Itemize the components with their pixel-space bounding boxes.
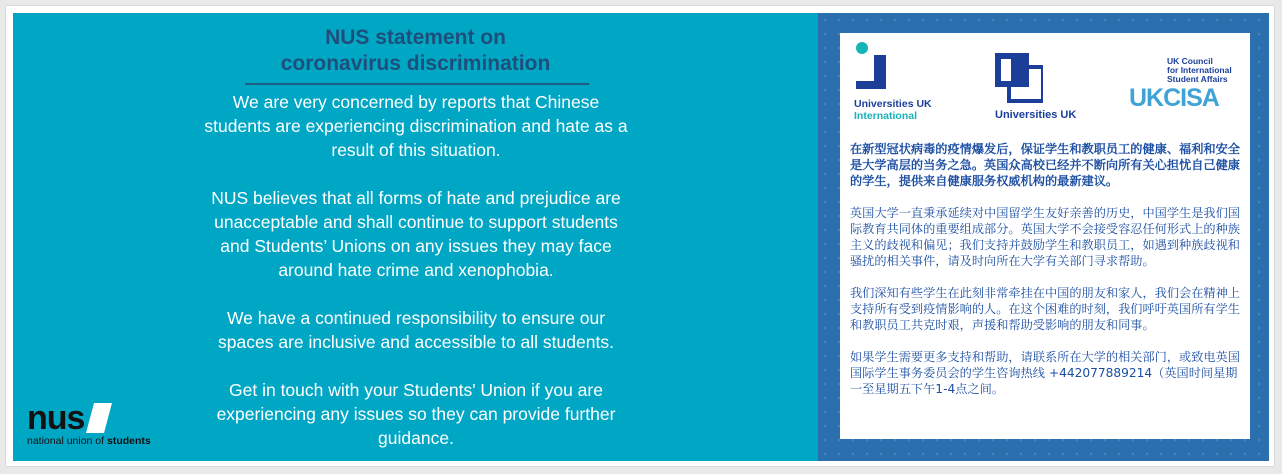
- ukcisa-small-line: Student Affairs: [1167, 74, 1228, 84]
- nus-wordmark: nus: [27, 399, 85, 437]
- title-line-1: NUS statement on: [325, 26, 506, 49]
- statement-paragraph: NUS believes that all forms of hate and prejudice are unacceptable and shall continue to support students and Students’ Unions on any issues they may face around hate crime and xenophobia.: [211, 188, 621, 280]
- uuk-name: Universities UK: [995, 109, 1077, 121]
- statement-paragraph: We are very concerned by reports that Chinese students are experiencing discrimination and hate as a result of this situation.: [204, 92, 628, 160]
- nus-logo: [27, 399, 151, 447]
- zh-paragraph: 如果学生需要更多支持和帮助，请联系所在大学的相关部门，或致电英国国际学生事务委员会的学生咨询热线 +442077889214（英国时间星期一至星期五下午1-4点之间。: [850, 350, 1240, 396]
- statement-body: [198, 90, 634, 474]
- statement-paragraph: We have a continued responsibility to ensure our spaces are inclusive and accessible to all students.: [218, 308, 614, 352]
- nus-statement-panel: [13, 13, 818, 461]
- zh-paragraph: 在新型冠状病毒的疫情爆发后，保证学生和教职员工的健康、福利和安全是大学高层的当务之急。英国众高校已经并不断向所有关心担忧自己健康的学生，提供来自健康服务权威机构的最新建议。: [850, 142, 1240, 188]
- statement-paragraph: Get in touch with your Students' Union if you are experiencing any issues so they can provide further guidance.: [216, 380, 616, 448]
- partner-logos: [840, 33, 1250, 133]
- ukcisa-small-line: for International: [1167, 65, 1232, 75]
- uuki-mark-icon: [854, 41, 894, 93]
- ukcisa-wordmark: UKCISA: [1129, 84, 1219, 112]
- uuki-name: Universities UK: [854, 98, 932, 110]
- uuki-subtitle: International: [854, 110, 918, 122]
- zh-paragraph: 英国大学一直秉承延续对中国留学生友好亲善的历史，中国学生是我们国际教育共同体的重要组成部分。英国大学不会接受容忍任何形式上的种族主义的歧视和偏见；我们支持并鼓励学生和教职员工，如遇到种族歧视和骚扰的相关事件，请及时向所在大学有关部门寻求帮助。: [850, 206, 1240, 268]
- title-line-2: coronavirus discrimination: [280, 52, 551, 75]
- ukcisa-logo: [1129, 57, 1239, 112]
- uuk-mark-icon: [995, 53, 1043, 103]
- statement-title: [243, 25, 588, 77]
- zh-paragraph: 我们深知有些学生在此刻非常牵挂在中国的朋友和家人，我们会在精神上支持所有受到疫情影响的人。在这个困难的时刻，我们呼吁英国所有学生和教职员工共克时艰，声援和帮助受影响的朋友和同事。: [850, 286, 1240, 332]
- chinese-statement-body: [850, 141, 1246, 413]
- chinese-statement-panel: [818, 13, 1269, 461]
- universities-uk-logo: [995, 53, 1095, 121]
- nus-slash-icon: [86, 403, 112, 433]
- universities-uk-international-logo: [854, 41, 964, 122]
- chinese-statement-card: [840, 33, 1250, 439]
- nus-tagline: national union of students: [27, 435, 151, 447]
- ukcisa-small-line: UK Council: [1167, 56, 1213, 66]
- title-divider: [245, 83, 589, 85]
